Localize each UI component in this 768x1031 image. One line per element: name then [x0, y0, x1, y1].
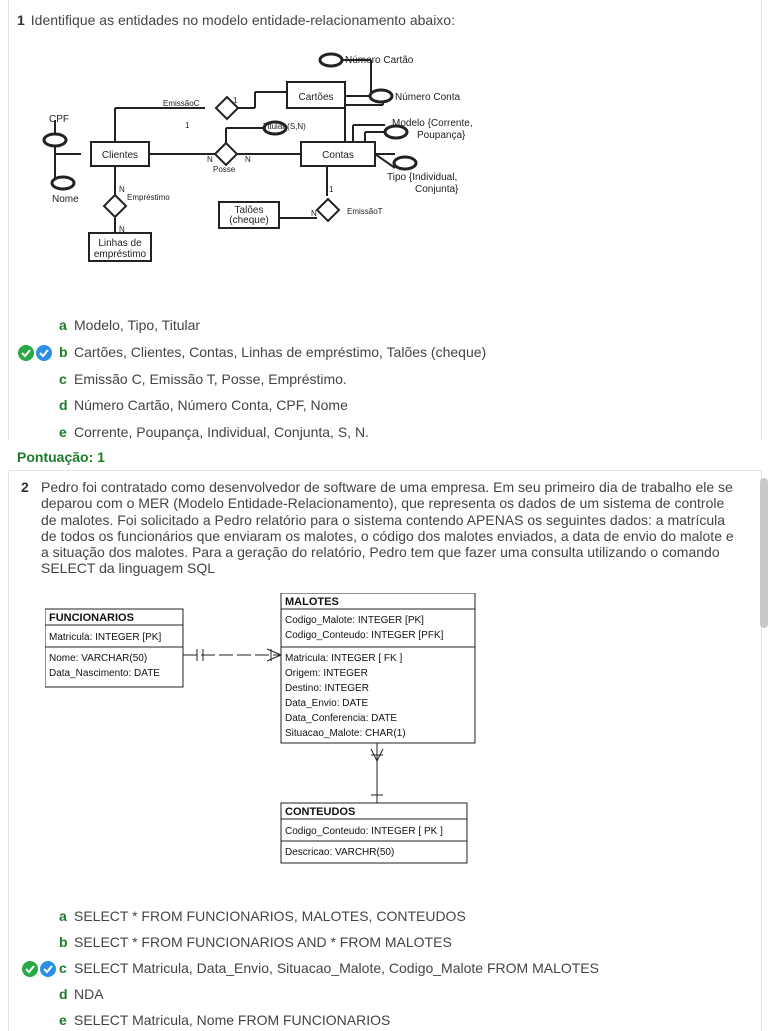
option-letter: d	[59, 397, 68, 413]
malotes-pk-codigo-malote: Codigo_Malote: INTEGER [PK]	[285, 615, 424, 626]
score-label: Pontuação: 1	[17, 449, 105, 465]
option-letter: c	[59, 371, 67, 387]
question-2-card	[8, 470, 762, 1031]
entity-contas: Contas	[322, 150, 354, 161]
card-5: N	[119, 185, 125, 194]
selected-check-icon	[40, 961, 56, 977]
selected-check-icon	[36, 345, 52, 361]
conteudos-pk: Codigo_Conteudo: INTEGER [ PK ]	[285, 826, 443, 837]
card-1: 1	[233, 96, 238, 105]
option-letter: c	[59, 960, 67, 976]
table-conteudos-name: CONTEUDOS	[285, 806, 356, 818]
option-text: SELECT Matricula, Data_Envio, Situacao_Malote, Codigo_Malote FROM MALOTES	[74, 960, 599, 976]
entity-linhas-line1: Linhas de	[98, 238, 142, 249]
entity-taloes-line1: Talões	[234, 205, 264, 216]
question-2-text: Pedro foi contratado como desenvolvedor de software de uma empresa. Em seu primeiro dia de trabalho ele se deparou com o MER (Modelo Entidade-Relacionamento), que representa os dados de um sistema de controle de malotes. Foi solicitado a Pedro relatório para o sistema contendo APENAS os seguintes dados: a matrícula de todos os funcionários que enviaram os malotes, o código dos malotes enviados, a data de envio do malote e a situação dos malotes. Para a geração do relatório, Pedro tem que fazer uma consulta utilizando o comando SELECT da linguagem SQL	[41, 479, 734, 577]
option-text: Modelo, Tipo, Titular	[74, 317, 201, 333]
attr-modelo-line2: Poupança}	[417, 130, 466, 141]
rel-emissaot: EmissãoT	[347, 207, 383, 216]
attr-titular: Titular (S,N)	[263, 122, 306, 131]
option-a[interactable]	[59, 908, 466, 924]
option-d[interactable]	[59, 397, 348, 413]
rel-emprestimo: Empréstimo	[127, 193, 170, 202]
scrollbar-thumb[interactable]	[760, 478, 768, 628]
card-4: N	[245, 155, 251, 164]
option-letter: d	[59, 986, 68, 1002]
option-letter: a	[59, 317, 67, 333]
question-number: 2	[21, 479, 29, 495]
entity-cartoes: Cartões	[298, 92, 334, 103]
attr-cpf: CPF	[49, 114, 69, 125]
option-text: SELECT * FROM FUNCIONARIOS, MALOTES, CONTEUDOS	[74, 908, 466, 924]
option-e[interactable]	[59, 424, 369, 440]
option-text: Número Cartão, Número Conta, CPF, Nome	[74, 397, 348, 413]
question-text: Identifique as entidades no modelo entidade-relacionamento abaixo:	[30, 12, 455, 28]
correct-marks	[21, 960, 61, 978]
correct-check-icon	[18, 345, 34, 361]
option-d[interactable]	[59, 986, 104, 1002]
malotes-field-destino: Destino: INTEGER	[285, 683, 369, 694]
option-c[interactable]	[59, 960, 599, 976]
card-7: 1	[329, 185, 334, 194]
option-letter: e	[59, 424, 67, 440]
attr-tipo-line2: Conjunta}	[415, 184, 459, 195]
malotes-field-origem: Origem: INTEGER	[285, 668, 368, 679]
rel-emissaoc: EmissãoC	[163, 99, 200, 108]
table-diagram	[45, 593, 485, 865]
option-letter: b	[59, 934, 68, 950]
malotes-field-matricula: Matricula: INTEGER [ FK ]	[285, 653, 403, 664]
malotes-field-situacao: Situacao_Malote: CHAR(1)	[285, 728, 406, 739]
malotes-field-data-conferencia: Data_Conferencia: DATE	[285, 713, 398, 724]
entity-taloes-line2: (cheque)	[229, 215, 269, 226]
attr-modelo-line1: Modelo {Corrente,	[392, 118, 473, 129]
table-funcionarios-name: FUNCIONARIOS	[49, 612, 134, 624]
entity-clientes: Clientes	[101, 150, 139, 161]
option-b[interactable]	[59, 934, 452, 950]
er-diagram	[35, 50, 505, 268]
card-8: N	[311, 209, 317, 218]
option-b[interactable]	[59, 344, 486, 360]
question-1-title	[17, 12, 455, 28]
card-6: N	[119, 225, 125, 234]
malotes-pk-codigo-conteudo: Codigo_Conteudo: INTEGER [PFK]	[285, 630, 444, 641]
option-text: Corrente, Poupança, Individual, Conjunta, S, N.	[74, 424, 369, 440]
entity-linhas-line2: empréstimo	[93, 249, 147, 260]
funcionarios-pk: Matricula: INTEGER [PK]	[49, 632, 162, 643]
funcionarios-field-data-nascimento: Data_Nascimento: DATE	[49, 668, 160, 679]
card-3: N	[207, 155, 213, 164]
option-c[interactable]	[59, 371, 347, 387]
option-a[interactable]	[59, 317, 200, 333]
correct-check-icon	[22, 961, 38, 977]
option-text: SELECT Matricula, Nome FROM FUNCIONARIOS	[74, 1012, 391, 1028]
correct-marks	[17, 344, 57, 362]
question-1-card	[8, 0, 762, 440]
attr-numero-conta: Número Conta	[395, 92, 461, 103]
table-malotes-name: MALOTES	[285, 596, 339, 608]
option-letter: b	[59, 344, 68, 360]
option-e[interactable]	[59, 1012, 390, 1028]
malotes-field-data-envio: Data_Envio: DATE	[285, 698, 369, 709]
question-number: 1	[17, 12, 25, 28]
attr-nome: Nome	[52, 194, 79, 205]
conteudos-field-descricao: Descricao: VARCHR(50)	[285, 847, 395, 858]
option-text: NDA	[74, 986, 104, 1002]
option-letter: e	[59, 1012, 67, 1028]
option-text: SELECT * FROM FUNCIONARIOS AND * FROM MALOTES	[74, 934, 452, 950]
funcionarios-field-nome: Nome: VARCHAR(50)	[49, 653, 148, 664]
attr-numero-cartao: Número Cartão	[345, 55, 414, 66]
card-2: 1	[185, 121, 190, 130]
question-2-number	[21, 479, 35, 495]
option-text: Cartões, Clientes, Contas, Linhas de empréstimo, Talões (cheque)	[74, 344, 487, 360]
option-text: Emissão C, Emissão T, Posse, Empréstimo.	[74, 371, 347, 387]
rel-posse: Posse	[213, 165, 236, 174]
option-letter: a	[59, 908, 67, 924]
attr-tipo-line1: Tipo {Individual,	[387, 172, 458, 183]
